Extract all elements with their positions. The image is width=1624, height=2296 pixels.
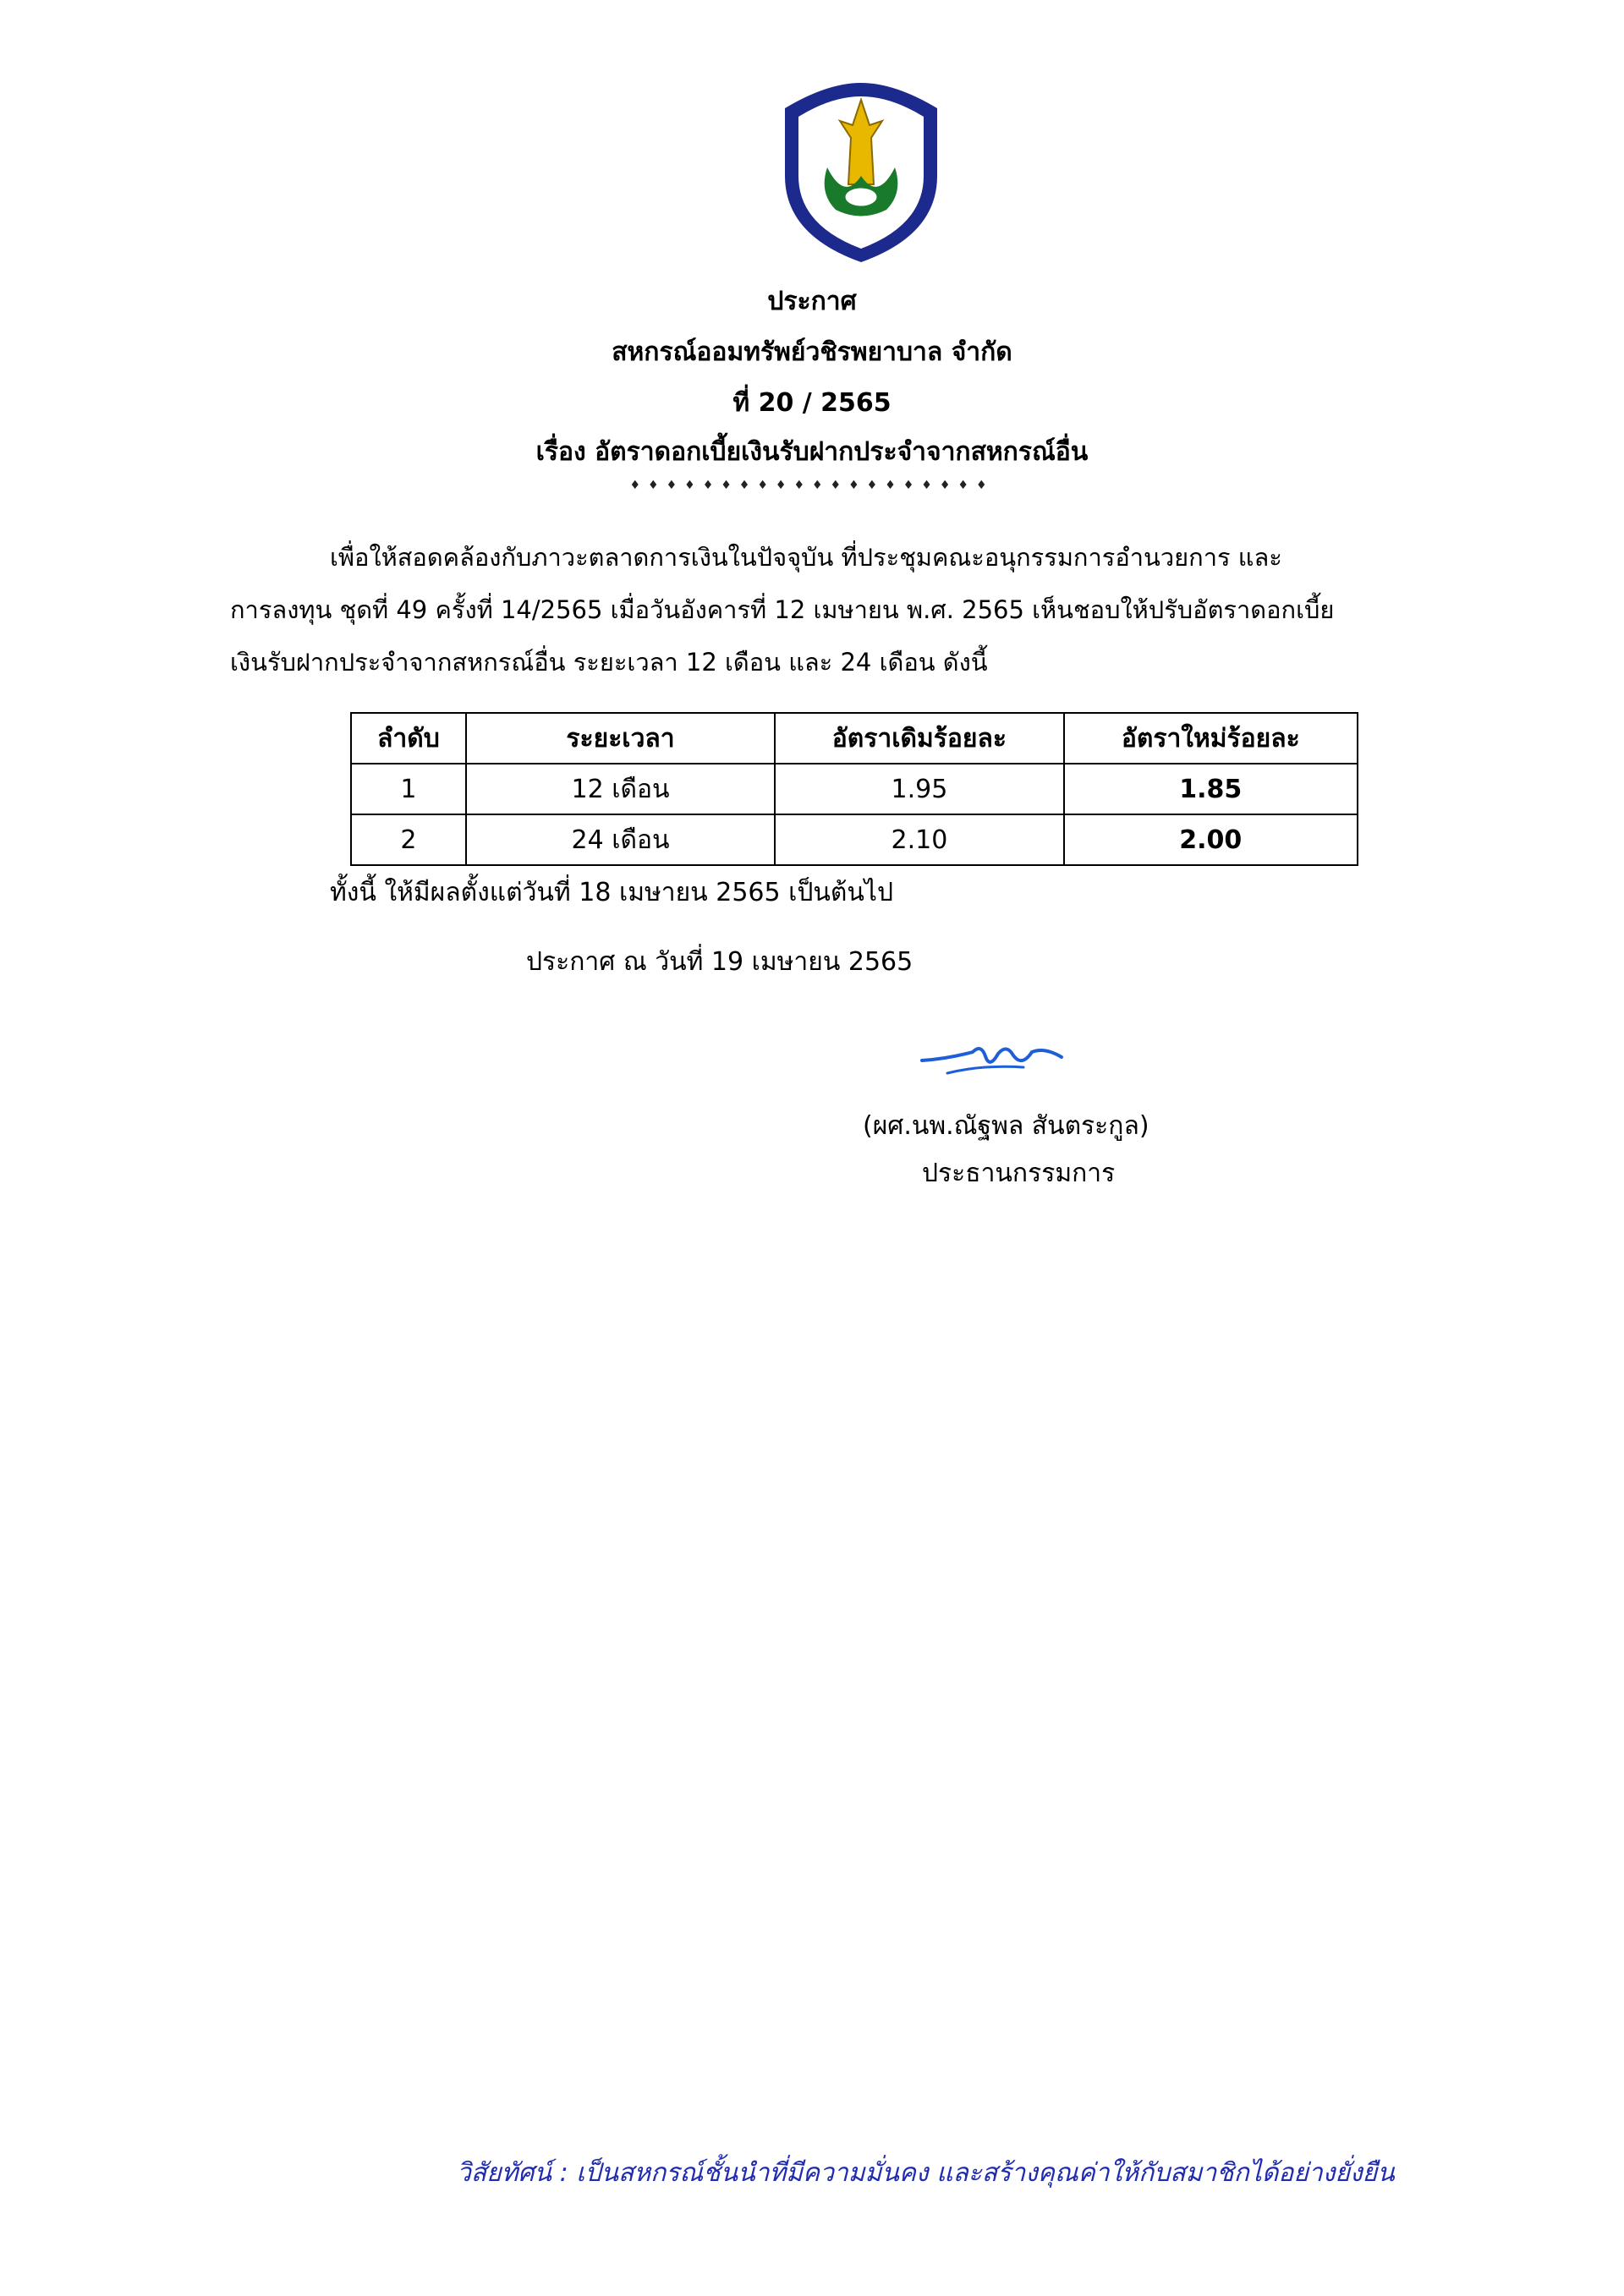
cell-new-rate: 2.00 — [1064, 814, 1358, 865]
ornament-divider: ♦♦♦♦♦♦♦♦♦♦♦♦♦♦♦♦♦♦♦♦ — [629, 479, 995, 492]
body-line-2: การลงทุน ชุดที่ 49 ครั้งที่ 14/2565 เมื่อวันอังคารที่ 12 เมษายน พ.ศ. 2565 เห็นชอบให้ปรับอัตราดอกเบี้ย — [230, 595, 1335, 624]
announcement-title: ประกาศ — [767, 287, 857, 316]
cell-no: 2 — [351, 814, 466, 865]
header-term: ระยะเวลา — [466, 713, 775, 764]
header-new-rate: อัตราใหม่ร้อยละ — [1064, 713, 1358, 764]
table-row — [351, 764, 1358, 814]
vision-statement: วิสัยทัศน์ : เป็นสหกรณ์ชั้นนำที่มีความมั่นคง และสร้างคุณค่าให้กับสมาชิกได้อย่างยั่งยืน — [457, 2158, 1395, 2188]
header-no: ลำดับ — [351, 713, 466, 764]
cell-term: 12 เดือน — [466, 764, 775, 814]
interest-rate-table — [350, 712, 1358, 866]
organization-name: สหกรณ์ออมทรัพย์วชิรพยาบาล จำกัด — [612, 337, 1012, 367]
announcement-date-text: ประกาศ ณ วันที่ 19 เมษายน 2565 — [526, 947, 914, 977]
cooperative-emblem-logo — [768, 74, 954, 269]
effective-date-text: ทั้งนี้ ให้มีผลตั้งแต่วันที่ 18 เมษายน 2565 เป็นต้นไป — [330, 878, 894, 907]
cell-no: 1 — [351, 764, 466, 814]
announcement-number: ที่ 20 / 2565 — [732, 388, 892, 418]
table-row — [351, 814, 1358, 865]
cell-old-rate: 1.95 — [775, 764, 1063, 814]
cell-new-rate: 1.85 — [1064, 764, 1358, 814]
table-header-row — [351, 713, 1358, 764]
body-paragraph — [230, 531, 1448, 688]
header-old-rate: อัตราเดิมร้อยละ — [775, 713, 1063, 764]
announcement-subject: เรื่อง อัตราดอกเบี้ยเงินรับฝากประจำจากสหกรณ์อื่น — [535, 437, 1089, 467]
cell-term: 24 เดือน — [466, 814, 775, 865]
signer-name: (ผศ.นพ.ณัฐพล สันตระกูล) — [863, 1111, 1149, 1141]
signature-image — [914, 1027, 1083, 1086]
cell-old-rate: 2.10 — [775, 814, 1063, 865]
body-line-3: เงินรับฝากประจำจากสหกรณ์อื่น ระยะเวลา 12 เดือน และ 24 เดือน ดังนี้ — [230, 648, 988, 677]
body-line-1: เพื่อให้สอดคล้องกับภาวะตลาดการเงินในปัจจุบัน ที่ประชุมคณะอนุกรรมการอำนวยการ และ — [330, 543, 1282, 572]
signer-position: ประธานกรรมการ — [922, 1159, 1116, 1188]
